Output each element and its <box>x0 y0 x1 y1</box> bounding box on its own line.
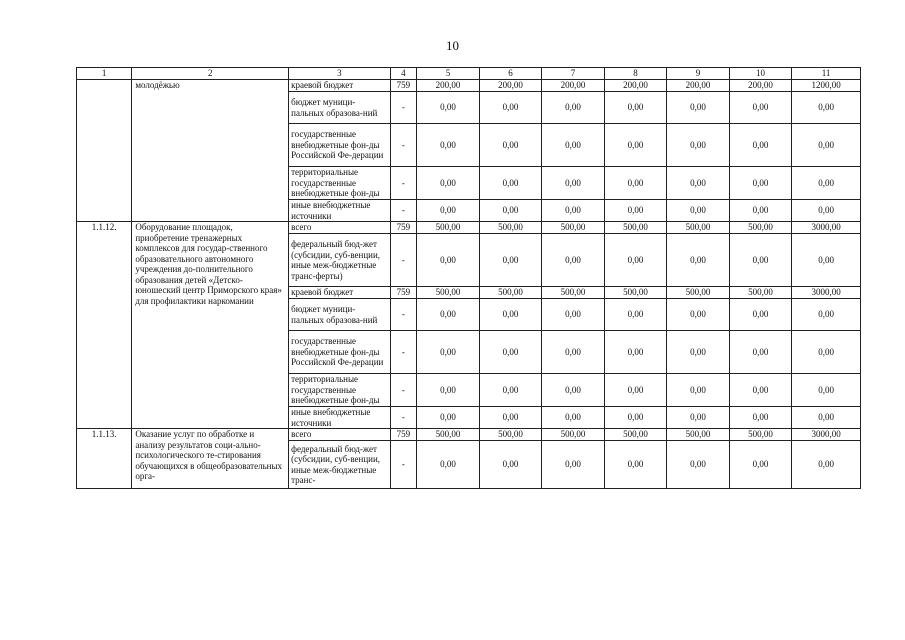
year-value: 500,00 <box>729 287 792 299</box>
year-value: 0,00 <box>542 200 605 222</box>
year-value: 0,00 <box>479 331 542 374</box>
responsible-code: 759 <box>390 287 417 299</box>
year-value: 0,00 <box>417 441 480 489</box>
funding-source: территориальные государственные внебюджетные фон-ды <box>289 167 390 200</box>
year-value: 0,00 <box>479 234 542 287</box>
year-value: 0,00 <box>479 441 542 489</box>
year-value: 0,00 <box>604 441 667 489</box>
funding-source: федеральный бюд-жет (субсидии, суб-венции, иные меж-бюджетные транс- <box>289 441 390 489</box>
year-value: 0,00 <box>604 200 667 222</box>
year-value: 0,00 <box>729 167 792 200</box>
year-value: 0,00 <box>542 124 605 167</box>
responsible-code: - <box>390 299 417 331</box>
item-code <box>77 80 132 222</box>
column-header: 4 <box>390 68 417 80</box>
column-header: 9 <box>667 68 730 80</box>
year-value: 0,00 <box>667 441 730 489</box>
year-value: 0,00 <box>604 167 667 200</box>
total-value: 0,00 <box>792 299 861 331</box>
year-value: 500,00 <box>604 429 667 441</box>
year-value: 0,00 <box>729 200 792 222</box>
item-description: Оборудование площадок, приобретение тренажерных комплексов для государ-ственного образовательного автономного учреждения до-полнительного образования детей «Детско-юношеский центр Приморского края» для профилактики наркомании <box>132 222 289 429</box>
total-value: 0,00 <box>792 167 861 200</box>
funding-source: краевой бюджет <box>289 80 390 92</box>
year-value: 0,00 <box>604 299 667 331</box>
year-value: 0,00 <box>479 124 542 167</box>
year-value: 0,00 <box>417 331 480 374</box>
year-value: 500,00 <box>417 287 480 299</box>
year-value: 0,00 <box>667 331 730 374</box>
year-value: 0,00 <box>667 200 730 222</box>
year-value: 500,00 <box>542 287 605 299</box>
funding-source: бюджет муници-пальных образова-ний <box>289 92 390 124</box>
year-value: 0,00 <box>479 92 542 124</box>
year-value: 0,00 <box>729 331 792 374</box>
column-header: 3 <box>289 68 390 80</box>
responsible-code: - <box>390 92 417 124</box>
item-description: Оказание услуг по обработке и анализу результатов соци-ально-психологического те-стирования обучающихся в общеобразовательных орга- <box>132 429 289 489</box>
responsible-code: 759 <box>390 429 417 441</box>
year-value: 0,00 <box>729 92 792 124</box>
year-value: 500,00 <box>479 287 542 299</box>
responsible-code: - <box>390 441 417 489</box>
year-value: 500,00 <box>479 429 542 441</box>
year-value: 200,00 <box>542 80 605 92</box>
responsible-code: - <box>390 200 417 222</box>
responsible-code: - <box>390 124 417 167</box>
year-value: 0,00 <box>604 92 667 124</box>
year-value: 500,00 <box>667 222 730 234</box>
year-value: 0,00 <box>542 167 605 200</box>
year-value: 200,00 <box>479 80 542 92</box>
total-value: 0,00 <box>792 124 861 167</box>
year-value: 0,00 <box>729 374 792 407</box>
year-value: 0,00 <box>667 374 730 407</box>
column-header: 1 <box>77 68 132 80</box>
year-value: 0,00 <box>667 92 730 124</box>
year-value: 0,00 <box>542 299 605 331</box>
funding-source: федеральный бюд-жет (субсидии, суб-венции, иные меж-бюджетные транс-ферты) <box>289 234 390 287</box>
responsible-code: - <box>390 234 417 287</box>
responsible-code: - <box>390 331 417 374</box>
column-header: 5 <box>417 68 480 80</box>
responsible-code: - <box>390 407 417 429</box>
year-value: 0,00 <box>542 441 605 489</box>
column-header: 8 <box>604 68 667 80</box>
year-value: 500,00 <box>542 429 605 441</box>
year-value: 0,00 <box>417 299 480 331</box>
funding-source: государственные внебюджетные фон-ды Российской Фе-дерации <box>289 331 390 374</box>
year-value: 0,00 <box>729 407 792 429</box>
table-body <box>77 80 861 489</box>
year-value: 0,00 <box>417 407 480 429</box>
total-value: 0,00 <box>792 331 861 374</box>
year-value: 500,00 <box>667 287 730 299</box>
column-header: 6 <box>479 68 542 80</box>
total-value: 3000,00 <box>792 287 861 299</box>
column-header: 7 <box>542 68 605 80</box>
total-value: 0,00 <box>792 234 861 287</box>
year-value: 500,00 <box>417 429 480 441</box>
year-value: 200,00 <box>667 80 730 92</box>
column-header: 10 <box>729 68 792 80</box>
year-value: 0,00 <box>542 407 605 429</box>
year-value: 0,00 <box>667 407 730 429</box>
year-value: 0,00 <box>417 167 480 200</box>
page-number: 10 <box>446 38 459 53</box>
year-value: 0,00 <box>604 374 667 407</box>
year-value: 0,00 <box>667 299 730 331</box>
responsible-code: - <box>390 374 417 407</box>
year-value: 0,00 <box>479 167 542 200</box>
year-value: 500,00 <box>479 222 542 234</box>
total-value: 0,00 <box>792 407 861 429</box>
year-value: 0,00 <box>729 441 792 489</box>
year-value: 0,00 <box>417 374 480 407</box>
total-value: 1200,00 <box>792 80 861 92</box>
funding-source: иные внебюджетные источники <box>289 407 390 429</box>
total-value: 0,00 <box>792 441 861 489</box>
year-value: 0,00 <box>667 124 730 167</box>
year-value: 200,00 <box>729 80 792 92</box>
year-value: 0,00 <box>604 124 667 167</box>
year-value: 500,00 <box>729 222 792 234</box>
year-value: 0,00 <box>667 234 730 287</box>
year-value: 0,00 <box>729 299 792 331</box>
year-value: 0,00 <box>542 234 605 287</box>
year-value: 0,00 <box>542 92 605 124</box>
total-value: 0,00 <box>792 92 861 124</box>
year-value: 0,00 <box>604 234 667 287</box>
year-value: 500,00 <box>604 287 667 299</box>
year-value: 0,00 <box>729 234 792 287</box>
year-value: 500,00 <box>417 222 480 234</box>
year-value: 200,00 <box>604 80 667 92</box>
year-value: 0,00 <box>479 407 542 429</box>
year-value: 0,00 <box>479 374 542 407</box>
item-code: 1.1.13. <box>77 429 132 489</box>
column-header: 2 <box>132 68 289 80</box>
budget-table <box>76 67 861 489</box>
responsible-code: - <box>390 167 417 200</box>
total-value: 3000,00 <box>792 429 861 441</box>
year-value: 0,00 <box>417 200 480 222</box>
item-code: 1.1.12. <box>77 222 132 429</box>
item-description: молодёжью <box>132 80 289 222</box>
year-value: 0,00 <box>417 234 480 287</box>
year-value: 0,00 <box>417 92 480 124</box>
year-value: 0,00 <box>604 331 667 374</box>
year-value: 0,00 <box>479 299 542 331</box>
year-value: 0,00 <box>542 331 605 374</box>
year-value: 500,00 <box>729 429 792 441</box>
table-row <box>77 80 861 92</box>
year-value: 0,00 <box>729 124 792 167</box>
funding-source: краевой бюджет <box>289 287 390 299</box>
year-value: 200,00 <box>417 80 480 92</box>
year-value: 500,00 <box>667 429 730 441</box>
funding-source: всего <box>289 429 390 441</box>
year-value: 0,00 <box>542 374 605 407</box>
funding-source: территориальные государственные внебюджетные фон-ды <box>289 374 390 407</box>
total-value: 0,00 <box>792 200 861 222</box>
year-value: 0,00 <box>479 200 542 222</box>
responsible-code: 759 <box>390 222 417 234</box>
responsible-code: 759 <box>390 80 417 92</box>
funding-source: иные внебюджетные источники <box>289 200 390 222</box>
funding-source: бюджет муници-пальных образова-ний <box>289 299 390 331</box>
year-value: 500,00 <box>542 222 605 234</box>
year-value: 0,00 <box>667 167 730 200</box>
funding-source: всего <box>289 222 390 234</box>
total-value: 0,00 <box>792 374 861 407</box>
funding-source: государственные внебюджетные фон-ды Российской Фе-дерации <box>289 124 390 167</box>
table-row <box>77 222 861 234</box>
year-value: 0,00 <box>604 407 667 429</box>
year-value: 0,00 <box>417 124 480 167</box>
header-row <box>77 68 861 80</box>
column-header: 11 <box>792 68 861 80</box>
table-row <box>77 429 861 441</box>
total-value: 3000,00 <box>792 222 861 234</box>
year-value: 500,00 <box>604 222 667 234</box>
